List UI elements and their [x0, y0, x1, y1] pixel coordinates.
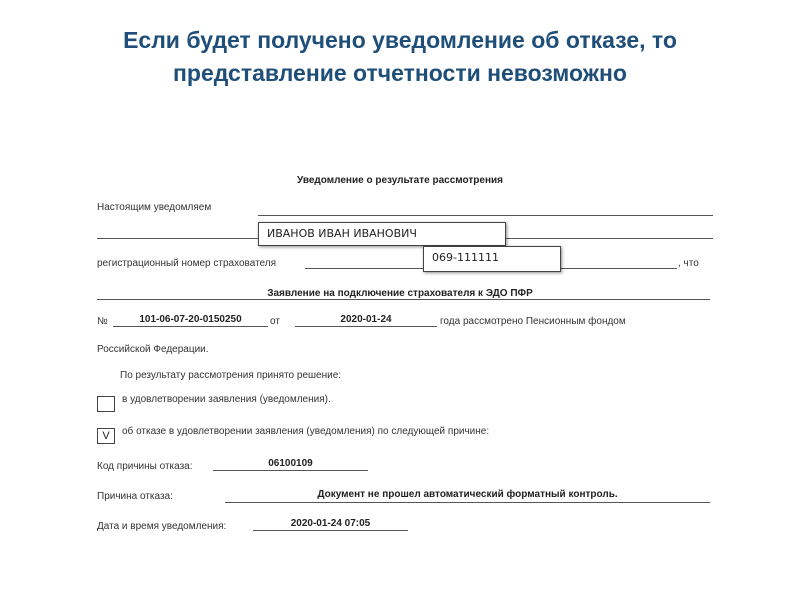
- reason-text: Документ не прошел автоматический форматный контроль.: [317, 489, 618, 500]
- reg-number-label: регистрационный номер страхователя: [97, 258, 277, 269]
- slide-title-line-2: представление отчетности невозможно: [173, 60, 627, 86]
- reason-code: 06100109: [268, 458, 313, 469]
- decision-intro: По результату рассмотрения принято решение:: [120, 370, 342, 381]
- reason-code-line: [213, 470, 368, 471]
- that-label: , что: [678, 258, 699, 269]
- datetime-label: Дата и время уведомления:: [97, 521, 227, 532]
- insured-name-stamp: ИВАНОВ ИВАН ИВАНОВИЧ: [258, 222, 506, 246]
- reject-label: об отказе в удовлетворении заявления (уведомления) по следующей причине:: [122, 426, 490, 437]
- reject-checkbox[interactable]: V: [97, 428, 115, 444]
- reason-label: Причина отказа:: [97, 491, 173, 502]
- application-date-line: [295, 326, 437, 327]
- approve-label: в удовлетворении заявления (уведомления).: [122, 394, 331, 405]
- document-heading: Уведомление о результате рассмотрения: [297, 175, 503, 186]
- datetime-line: [253, 530, 408, 531]
- application-number-line: [113, 326, 268, 327]
- application-title-line: [97, 299, 710, 300]
- no-label: №: [97, 316, 108, 327]
- reason-code-label: Код причины отказа:: [97, 461, 193, 472]
- reviewed-text: года рассмотрено Пенсионным фондом: [440, 316, 626, 327]
- federation-text: Российской Федерации.: [97, 344, 209, 355]
- application-date: 2020-01-24: [340, 314, 392, 325]
- notify-label: Настоящим уведомляем: [97, 202, 212, 213]
- reason-line: [225, 502, 710, 503]
- slide-title-line-1: Если будет получено уведомление об отказе, то: [123, 27, 677, 53]
- application-number: 101-06-07-20-0150250: [139, 314, 242, 325]
- approve-checkbox[interactable]: [97, 396, 115, 412]
- from-label: от: [270, 316, 280, 327]
- application-title: Заявление на подключение страхователя к ЭДО ПФР: [267, 288, 533, 299]
- datetime-value: 2020-01-24 07:05: [290, 518, 371, 529]
- notify-line: [258, 215, 713, 216]
- reg-number-stamp: 069-111111: [423, 246, 561, 272]
